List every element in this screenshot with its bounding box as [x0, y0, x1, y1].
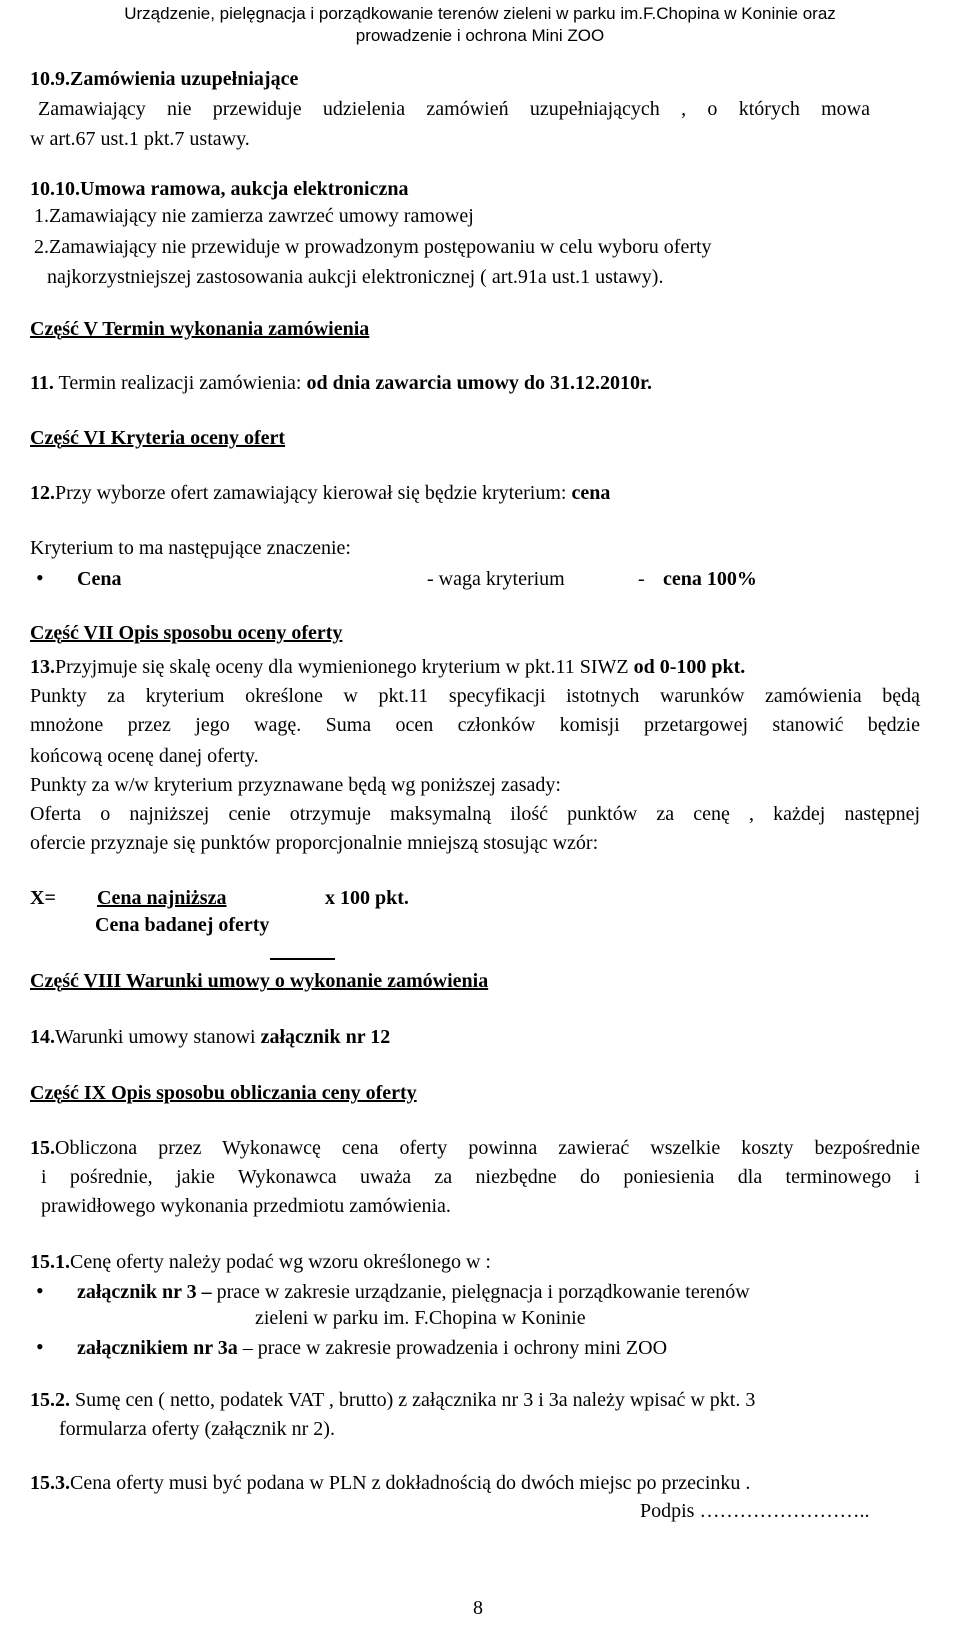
part7-line7: ofercie przyznaje się punktów proporcjonalnie mniejszą stosując wzór:: [30, 832, 599, 854]
section-10-9-line1: Zamawiający nie przewiduje udzielenia zamówień uzupełniających , o których mowa: [38, 98, 870, 120]
part9-15-line1-text: Obliczona przez Wykonawcę cena oferty powinna zawierać wszelkie koszty bezpośrednie: [55, 1137, 920, 1159]
formula-fraction-line: [270, 958, 335, 960]
formula-numerator: Cena najniższa: [97, 887, 227, 909]
section-10-10-title: 10.10.Umowa ramowa, aukcja elektroniczna: [30, 178, 409, 200]
part7-line3: mnożone przez jego wagę. Suma ocen członków komisji przetargowej stanowić będzie: [30, 714, 920, 736]
part9-bullet1-annex: załącznik nr 3 –: [77, 1281, 212, 1303]
part6-bullet-label: Cena: [77, 568, 122, 590]
part6-bullet-value: cena 100%: [663, 568, 757, 590]
part9-15-2-text: Sumę cen ( netto, podatek VAT , brutto) z załącznika nr 3 i 3a należy wpisać w pkt. 3: [70, 1389, 756, 1411]
part9-bullet1-text: prace w zakresie urządzanie, pielęgnacja i porządkowanie terenów: [211, 1281, 750, 1303]
document-header-line1: Urządzenie, pielęgnacja i porządkowanie terenów zieleni w parku im.F.Chopina w Koninie oraz: [124, 4, 836, 23]
part6-heading: Część VI Kryteria oceny ofert: [30, 427, 286, 449]
part9-15-3: [30, 1472, 750, 1495]
part7-line4: końcową ocenę danej oferty.: [30, 745, 259, 767]
part9-15-2-line1: [30, 1389, 755, 1412]
part6-number: 12.: [30, 482, 55, 504]
part9-bullet1: [77, 1281, 750, 1304]
part7-scale: od 0-100 pkt.: [633, 656, 746, 678]
section-10-9-line2: w art.67 ust.1 pkt.7 ustawy.: [30, 128, 250, 150]
part5-heading: Część V Termin wykonania zamówienia: [30, 318, 370, 340]
part9-15-line2: i pośrednie, jakie Wykonawca uważa za niezbędne do poniesienia dla terminowego i: [41, 1166, 920, 1188]
part8-text: Warunki umowy stanowi: [55, 1026, 261, 1048]
formula-x: X=: [30, 887, 56, 909]
part6-criterion: cena: [571, 482, 611, 504]
part9-bullet1-cont: zieleni w parku im. F.Chopina w Koninie: [255, 1307, 586, 1329]
part9-15-1-text: Cenę oferty należy podać wg wzoru określonego w :: [70, 1251, 491, 1273]
part9-15-1: [30, 1251, 491, 1274]
section-10-10-item2-line2: najkorzystniejszej zastosowania aukcji elektronicznej ( art.91a ust.1 ustawy).: [47, 266, 664, 288]
part9-15-line3: prawidłowego wykonania przedmiotu zamówienia.: [41, 1195, 451, 1217]
part5-date: od dnia zawarcia umowy do 31.12.2010r.: [306, 372, 653, 394]
formula-multiplier: x 100 pkt.: [325, 887, 409, 909]
part9-bullet2: [77, 1337, 667, 1360]
document-header-line2: prowadzenie i ochrona Mini ZOO: [355, 26, 605, 45]
part9-bullet2-annex: załącznikiem nr 3a: [77, 1337, 238, 1359]
part5-number: 11.: [30, 372, 54, 394]
signature-line: Podpis ……………………..: [640, 1500, 870, 1522]
part6-bullet-weight: - waga kryterium: [427, 568, 565, 590]
part5-paragraph: [30, 372, 652, 395]
part9-15-2-number: 15.2.: [30, 1389, 70, 1411]
part7-line5: Punkty za w/w kryterium przyznawane będą wg poniższej zasady:: [30, 774, 561, 796]
part7-line1-text: Przyjmuje się skalę oceny dla wymienionego kryterium w pkt.11 SIWZ: [55, 656, 634, 678]
part8-paragraph: [30, 1026, 390, 1049]
part9-bullet2-text: – prace w zakresie prowadzenia i ochrony mini ZOO: [237, 1337, 668, 1359]
part8-number: 14.: [30, 1026, 55, 1048]
part6-bullet-dash: -: [638, 568, 645, 590]
part9-15-1-number: 15.1.: [30, 1251, 70, 1273]
part5-text: Termin realizacji zamówienia:: [53, 372, 307, 394]
part9-15-2-line2: formularza oferty (załącznik nr 2).: [59, 1418, 335, 1440]
part7-heading: Część VII Opis sposobu oceny oferty: [30, 622, 343, 644]
part9-heading: Część IX Opis sposobu obliczania ceny oferty: [30, 1082, 417, 1104]
part9-15-number: 15.: [30, 1137, 55, 1159]
part6-text: Przy wyborze ofert zamawiający kierował się będzie kryterium:: [55, 482, 572, 504]
part9-15-3-number: 15.3.: [30, 1472, 70, 1494]
section-10-9-title: 10.9.Zamówienia uzupełniające: [30, 68, 299, 90]
part7-line2: Punkty za kryterium określone w pkt.11 specyfikacji istotnych warunków zamówienia będą: [30, 685, 920, 707]
part9-15-line1: [30, 1137, 920, 1160]
part8-heading: Część VIII Warunki umowy o wykonanie zamówienia: [30, 970, 489, 992]
bullet-icon: •: [36, 1334, 44, 1359]
bullet-icon: •: [36, 1278, 44, 1303]
part9-15-3-text: Cena oferty musi być podana w PLN z dokładnością do dwóch miejsc po przecinku .: [70, 1472, 751, 1494]
section-10-10-item1: 1.Zamawiający nie zamierza zawrzeć umowy ramowej: [34, 205, 474, 227]
part7-line1: [30, 656, 745, 679]
part7-number: 13.: [30, 656, 55, 678]
formula-denominator: Cena badanej oferty: [95, 914, 270, 936]
bullet-icon: •: [36, 565, 44, 590]
part7-line6: Oferta o najniższej cenie otrzymuje maksymalną ilość punktów za cenę , każdej następnej: [30, 803, 920, 825]
page-number: 8: [473, 1597, 483, 1619]
part6-paragraph: [30, 482, 610, 505]
section-10-10-item2-line1: 2.Zamawiający nie przewiduje w prowadzonym postępowaniu w celu wyboru oferty: [34, 236, 712, 258]
part8-annex: załącznik nr 12: [260, 1026, 391, 1048]
part6-meaning: Kryterium to ma następujące znaczenie:: [30, 537, 351, 559]
